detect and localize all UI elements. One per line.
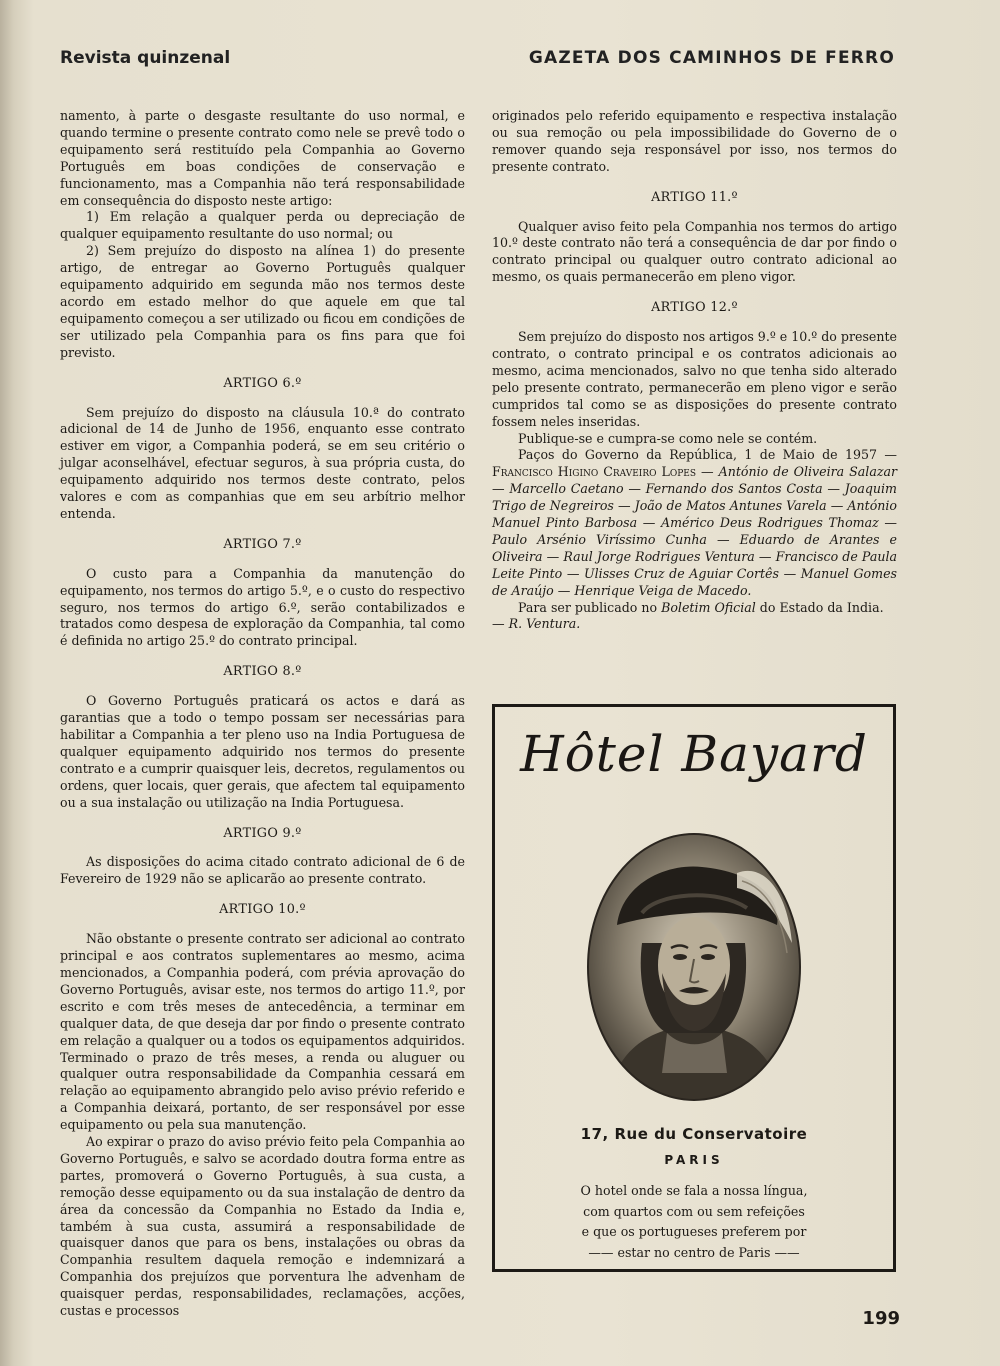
paragraph: Sem prejuízo do disposto na cláusula 10.ª do contrato adicional de 14 de Junho de 1956, enquanto esse contrato estiver em vigor, a Companhia poderá, se em seu critério o julgar aconselhável, efectuar seguros, à sua própria custa, do equipamento adquirido nos termos deste contrato, pelos valores e com as companhias que em seu arbítrio melhor entenda. (60, 404, 465, 521)
portrait-svg (587, 833, 801, 1101)
hotel-description (555, 1181, 833, 1263)
description-line: e que os portugueses preferem por (581, 1224, 807, 1239)
portrait-engraving-icon (587, 833, 801, 1101)
publication-note-post: do Estado da India. (755, 599, 884, 615)
paragraph: O custo para a Companhia da manutenção do equipamento, nos termos do artigo 5.º, e o custo do respectivo seguro, nos termos do artigo 6.º, serão contabilizados e tratados como despesa de exploração da Companhia, tal como é definida no artigo 25.º do contrato principal. (60, 565, 465, 649)
signature-block (492, 447, 897, 599)
header-right: GAZETA DOS CAMINHOS DE FERRO (528, 48, 895, 68)
paragraph: Publique-se e cumpra-se como nele se contém. (518, 430, 818, 446)
page-number: 199 (862, 1308, 900, 1329)
hotel-title: Hôtel Bayard (520, 725, 868, 783)
hotel-city: PARIS (664, 1153, 724, 1167)
description-line: O hotel onde se fala a nossa língua, (580, 1183, 808, 1198)
article-heading: ARTIGO 11.º (651, 189, 738, 205)
boletim-title: Boletim Oficial (661, 599, 756, 615)
paragraph: originados pelo referido equipamento e respectiva instalação ou sua remoção ou pela impossibilidade do Governo de o remover quando seja responsável por isso, nos termos do presente contrato. (492, 108, 897, 174)
paragraph: Ao expirar o prazo do aviso prévio feito pela Companhia ao Governo Português, e salvo se acordado doutra forma entre as partes, promoverá o Governo Português, à sua custa, a remoção desse equipamento ou da sua instalação de dentro da área da concessão da Companhia no Estado da India e, também à sua custa, assumirá a responsabilidade de quaisquer danos que para os bens, instalações ou obras da Companhia resultem daquela remoção e indemnizará a Companhia dos prejuízos que porventura lhe advenham de quaisquer perdas, responsabilidades, reclamações, acções, custas e processos (60, 1134, 465, 1319)
paragraph: As disposições do acima citado contrato adicional de 6 de Fevereiro de 1929 não se aplicarão ao presente contrato. (60, 854, 465, 887)
paragraph: Não obstante o presente contrato ser adicional ao contrato principal e aos contratos suplementares ao mesmo, acima mencionados, a Companhia poderá, com prévia aprovação do Governo Português, avisar este, nos termos do artigo 11.º, por escrito e com três meses de antecedência, a terminar em qualquer data, de que deseja dar por findo o presente contrato em relação a qualquer ou a todos os equipamentos adquiridos. Terminado o prazo de três meses, a renda ou aluguer ou qualquer outra responsabilidade da Companhia cessará em relação ao equipamento abrangido pelo aviso prévio referido e a Companhia deixará, portanto, de ser responsável por esse equipamento ou pela sua manutenção. (60, 931, 465, 1133)
publication-note (492, 600, 897, 617)
dated-line: Paços do Governo da República, 1 de Maio de 1957 — (518, 447, 897, 463)
paragraph: Sem prejuízo do disposto nos artigos 9.º e 10.º do presente contrato, o contrato principal e os contratos adicionais ao mesmo, acima mencionados, salvo no que tenha sido alterado pelo presente contrato, permanecerão em pleno vigor e serão cumpridos tal como se as disposições do presente contrato fossem neles inseridas. (492, 329, 897, 429)
paragraph: Qualquer aviso feito pela Companhia nos termos do artigo 10.º deste contrato não terá a consequência de dar por findo o contrato principal ou qualquer outro contrato adicional ao mesmo, os quais permanecerão em pleno vigor. (492, 218, 897, 285)
description-line: com quartos com ou sem refeições (583, 1203, 805, 1219)
president-name: Francisco Higino Craveiro Lopes (492, 464, 697, 480)
paragraph: 2) Sem prejuízo do disposto na alínea 1) do presente artigo, de entregar ao Governo Português qualquer equipamento adquirido em segunda mão nos termos deste acordo em estado melhor do que aquele em que tal equipamento começou a ser utilizado ou ficou em condições de ser utilizado pela Companhia para os fins para que foi previsto. (60, 243, 465, 360)
header-left: Revista quinzenal (60, 48, 231, 68)
paragraph: namento, à parte o desgaste resultante do uso normal, e quando termine o presente contrato como nele se prevê todo o equipamento será restituído pela Companhia ao Governo Português em boas condições de conservação e funcionamento, mas a Companhia não terá responsabilidade em consequência do disposto neste artigo: (60, 108, 465, 208)
article-heading: ARTIGO 8.º (223, 664, 302, 680)
hotel-advertisement (492, 704, 896, 1272)
description-line: —— estar no centro de Paris —— (588, 1244, 800, 1260)
article-heading: ARTIGO 7.º (223, 536, 302, 552)
hotel-address: 17, Rue du Conservatoire (580, 1125, 808, 1143)
author: — R. Ventura. (492, 616, 581, 632)
signatories: António de Oliveira Salazar — Marcello Caetano — Fernando dos Santos Costa — Joaquim Trigo de Negreiros — João de Matos Antunes Varela — António Manuel Pinto Barbosa — Américo Deus Rodrigues Thomaz — Paulo Arsénio Viríssimo Cunha — Eduardo de Arantes e Oliveira — Raul Jorge Rodrigues Ventura — Francisco de Paula Leite Pinto — Ulisses Cruz de Aguiar Cortês — Manuel Gomes de Araújo — Henrique Veiga de Macedo. (492, 464, 897, 598)
publication-note-pre: Para ser publicado no (518, 599, 662, 615)
paragraph: 1) Em relação a qualquer perda ou depreciação de qualquer equipamento resultante do uso normal; ou (60, 209, 465, 242)
article-heading: ARTIGO 12.º (651, 300, 738, 316)
paragraph: O Governo Português praticará os actos e dará as garantias que a todo o tempo possam ser necessárias para habilitar a Companhia a ter pleno uso na India Portuguesa de qualquer equipamento adquirido nos termos do presente contrato e a cumprir quaisquer leis, decretos, regulamentos ou ordens, quer locais, quer gerais, que afectem tal equipamento ou a sua instalação ou utilização na India Portuguesa. (60, 693, 465, 810)
article-heading: ARTIGO 6.º (223, 375, 302, 391)
separator: — (696, 464, 719, 480)
article-heading: ARTIGO 10.º (219, 902, 306, 918)
author-line (492, 616, 897, 633)
article-heading: ARTIGO 9.º (223, 825, 302, 841)
left-column (60, 108, 465, 1320)
right-column (492, 108, 897, 633)
